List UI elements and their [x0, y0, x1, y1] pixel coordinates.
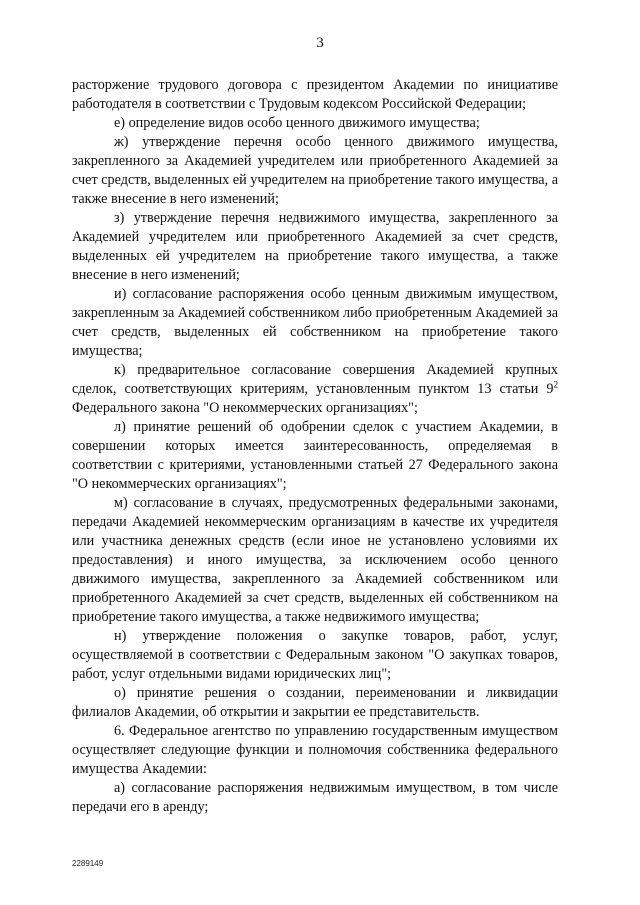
paragraph-item-k-text-after: Федерального закона "О некоммерческих организациях"; — [72, 400, 418, 416]
paragraph-item-o: о) принятие решения о создании, переименовании и ликвидации филиалов Академии, об открытии и закрытии ее представительств. — [72, 685, 558, 720]
paragraph-continuation: расторжение трудового договора с президентом Академии по инициативе работодателя в соответствии с Трудовым кодексом Российской Федерации; — [72, 77, 558, 112]
paragraph-item-m: м) согласование в случаях, предусмотренных федеральными законами, передачи Академией некоммерческим организациям в качестве их учредителя или участника денежных средств (если иное не установлено условиями их предоставления) и иного имущества, за исключением особо ценного движимого имущества, закрепленного за Академией собственником или приобретенного Академией за счет средств, выделенных ей собственником на приобретение такого имущества, а также недвижимого имущества; — [72, 495, 558, 625]
paragraph-item-zh: ж) утверждение перечня особо ценного движимого имущества, закрепленного за Академией учредителем или приобретенного Академией за счет средств, выделенных ей учредителем на приобретение такого имущества, а также внесение в него изменений; — [72, 134, 558, 207]
paragraph-item-a: а) согласование распоряжения недвижимым имуществом, в том числе передачи его в аренду; — [72, 780, 558, 815]
document-body — [72, 76, 558, 817]
paragraph-item-e: е) определение видов особо ценного движимого имущества; — [114, 115, 480, 131]
paragraph-section-6: 6. Федеральное агентство по управлению государственным имуществом осуществляет следующие функции и полномочия собственника федерального имущества Академии: — [72, 723, 558, 777]
page-number: 3 — [316, 35, 324, 51]
paragraph-item-l: л) принятие решений об одобрении сделок с участием Академии, в совершении которых имеется заинтересованность, определяемая в соответствии с критериями, установленными статьей 27 Федерального закона "О некоммерческих организациях"; — [72, 419, 558, 492]
paragraph-item-i: и) согласование распоряжения особо ценным движимым имуществом, закрепленным за Академией собственником либо приобретенным Академией за счет средств, выделенных ей собственником на приобретение такого имущества; — [72, 286, 558, 359]
document-id: 2289149 — [72, 859, 104, 868]
paragraph-item-z: з) утверждение перечня недвижимого имущества, закрепленного за Академией учредителем или приобретенного Академией за счет средств, выделенных ей учредителем на приобретение такого имущества, а также внесение в него изменений; — [72, 210, 558, 283]
paragraph-item-k — [72, 361, 558, 418]
paragraph-item-n: н) утверждение положения о закупке товаров, работ, услуг, осуществляемой в соответствии с Федеральным законом "О закупках товаров, работ, услуг отдельными видами юридических лиц"; — [72, 628, 558, 682]
superscript: 2 — [553, 379, 558, 390]
paragraph-item-k-text-before: к) предварительное согласование совершения Академией крупных сделок, соответствующих критериям, установленным пунктом 13 статьи 9 — [72, 362, 558, 397]
